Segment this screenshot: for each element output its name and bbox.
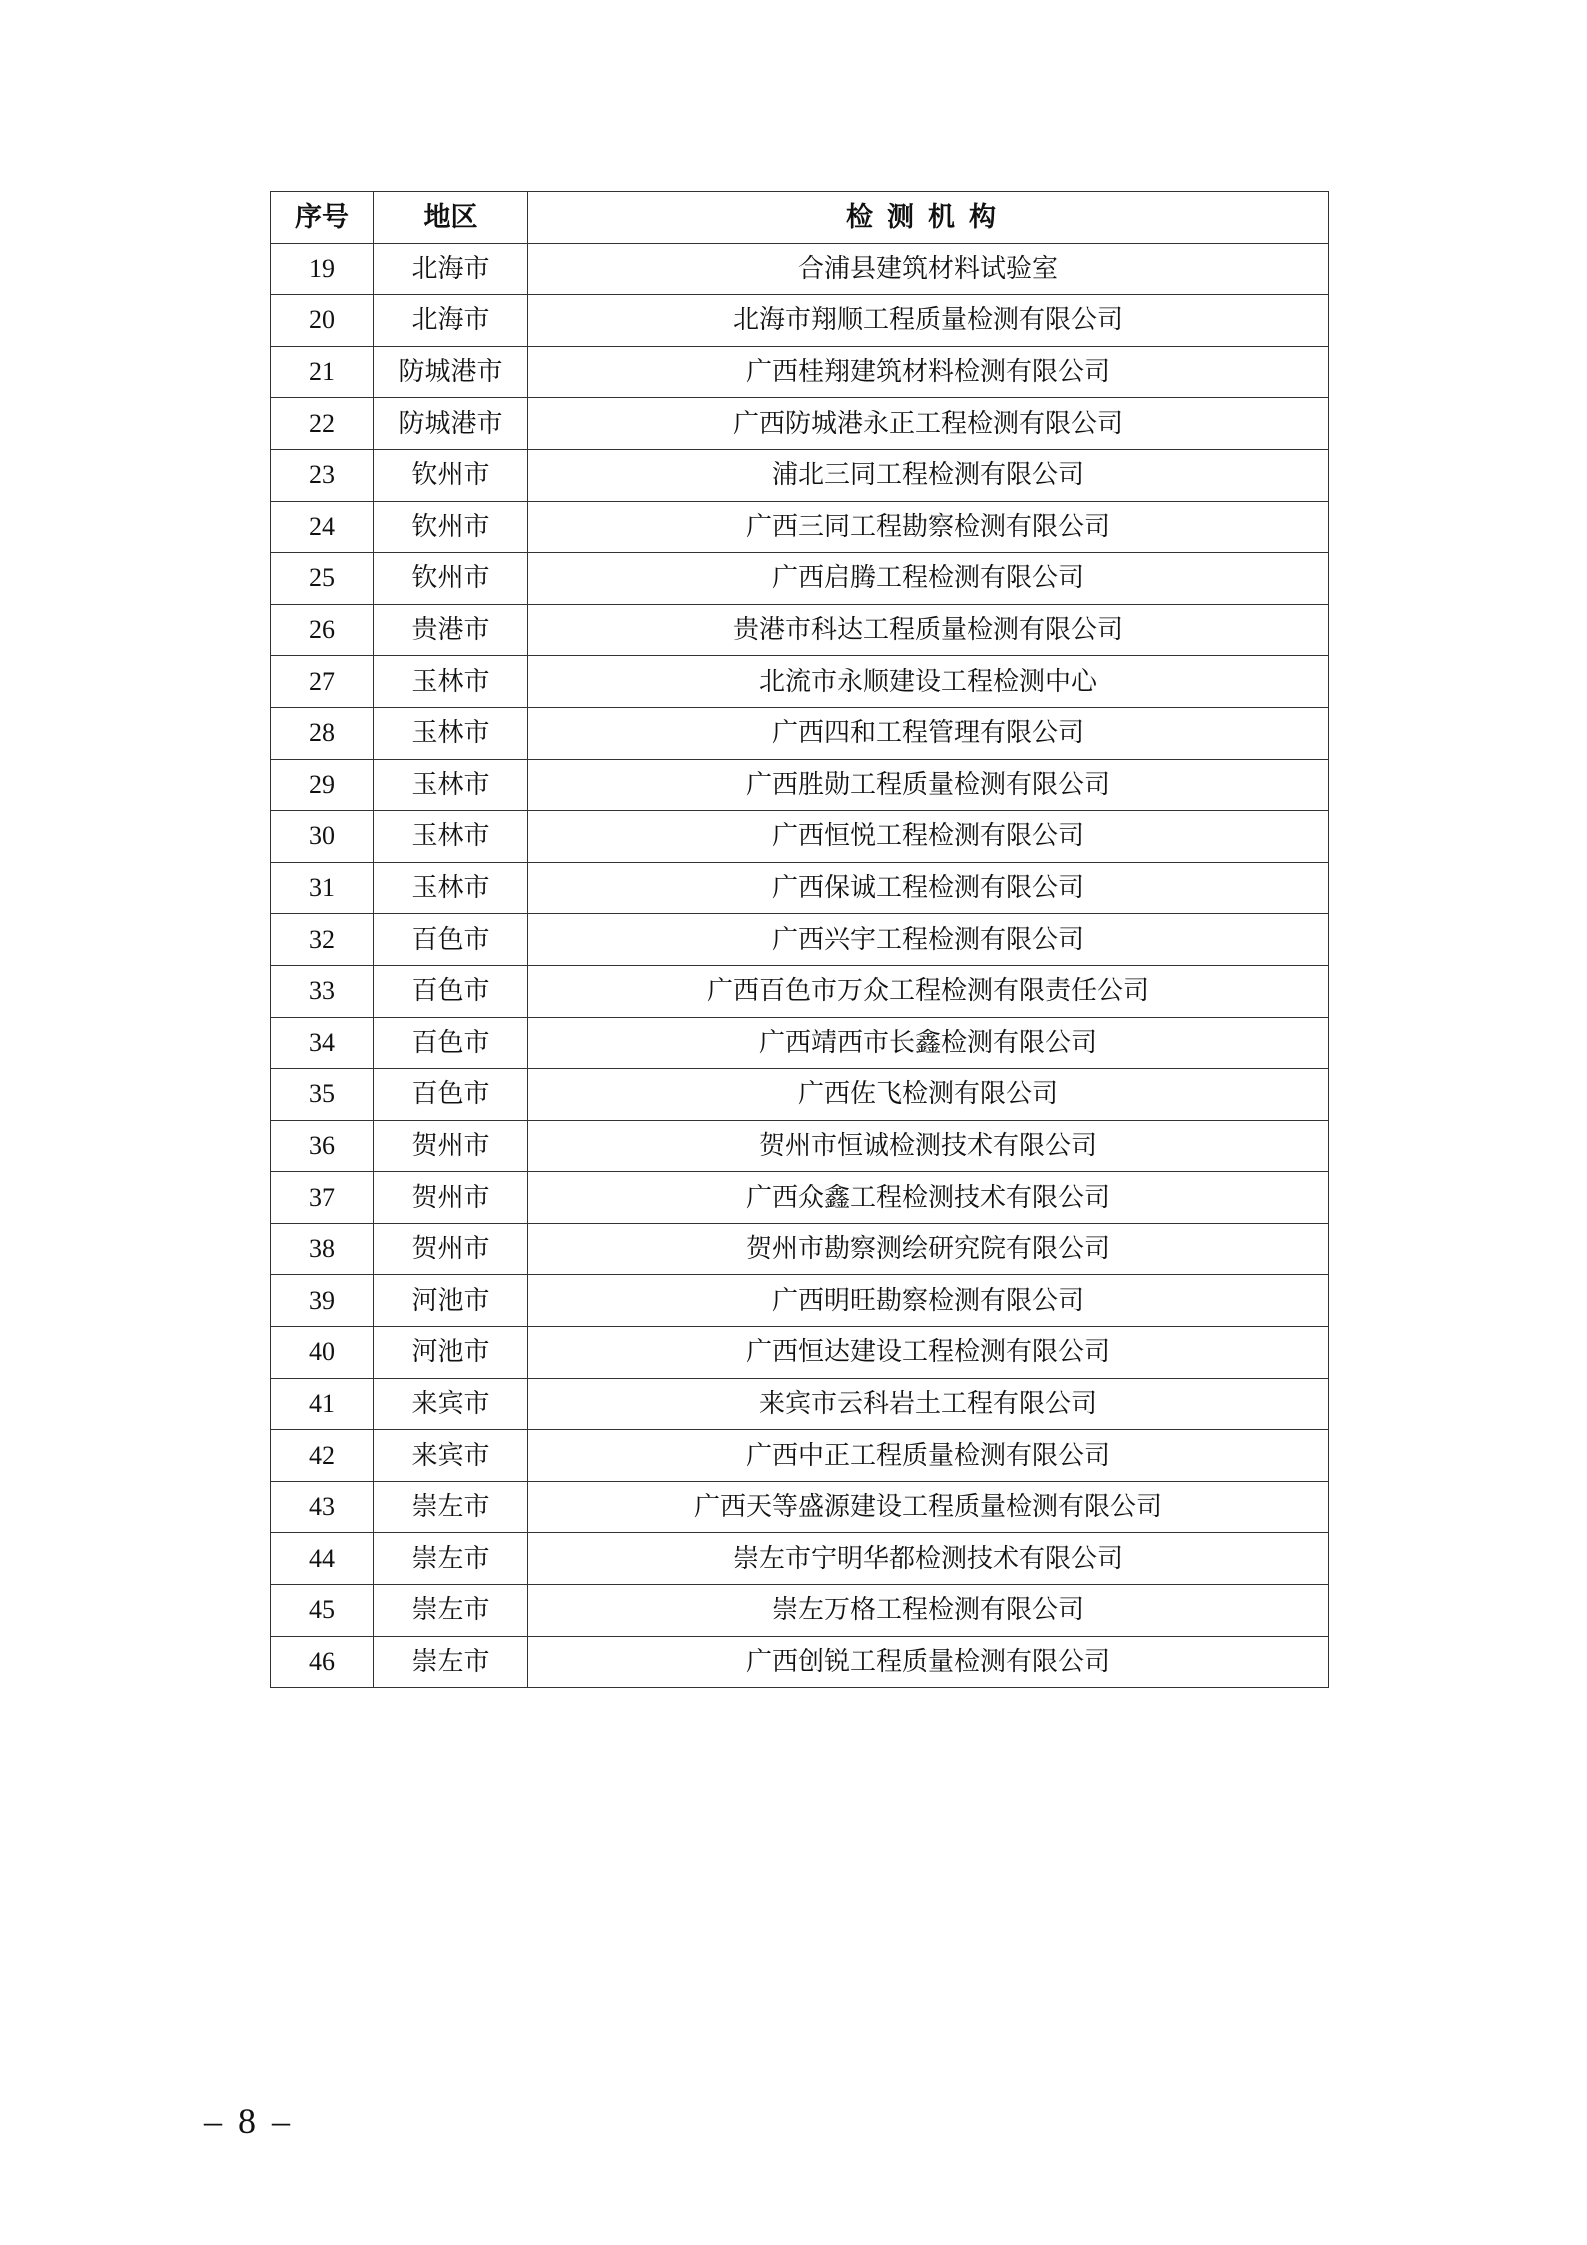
page-number-dash-left: –	[204, 2101, 224, 2141]
row-region-cell: 防城港市	[374, 346, 528, 398]
row-index-cell: 31	[271, 862, 374, 914]
row-region-cell: 百色市	[374, 965, 528, 1017]
row-region-cell: 河池市	[374, 1327, 528, 1379]
table-row	[271, 1636, 1329, 1688]
row-region-cell: 钦州市	[374, 449, 528, 501]
table-row	[271, 1327, 1329, 1379]
row-organization-cell: 北海市翔顺工程质量检测有限公司	[528, 295, 1329, 347]
row-index-cell: 45	[271, 1585, 374, 1637]
row-organization-cell: 崇左万格工程检测有限公司	[528, 1585, 1329, 1637]
row-index-cell: 23	[271, 449, 374, 501]
table-row	[271, 501, 1329, 553]
table-row	[271, 1223, 1329, 1275]
row-organization-cell: 浦北三同工程检测有限公司	[528, 449, 1329, 501]
row-index-cell: 39	[271, 1275, 374, 1327]
table-row	[271, 604, 1329, 656]
row-index-cell: 24	[271, 501, 374, 553]
row-region-cell: 玉林市	[374, 862, 528, 914]
row-region-cell: 崇左市	[374, 1533, 528, 1585]
table-row	[271, 1275, 1329, 1327]
row-organization-cell: 广西中正工程质量检测有限公司	[528, 1430, 1329, 1482]
row-region-cell: 贺州市	[374, 1172, 528, 1224]
table-row	[271, 656, 1329, 708]
row-index-cell: 37	[271, 1172, 374, 1224]
table-row	[271, 346, 1329, 398]
row-organization-cell: 广西明旺勘察检测有限公司	[528, 1275, 1329, 1327]
row-region-cell: 玉林市	[374, 811, 528, 863]
row-index-cell: 35	[271, 1069, 374, 1121]
row-index-cell: 22	[271, 398, 374, 450]
row-organization-cell: 广西兴宇工程检测有限公司	[528, 914, 1329, 966]
page-number-footer	[190, 2100, 306, 2142]
column-header-organization: 检测机构	[528, 192, 1329, 244]
row-index-cell: 21	[271, 346, 374, 398]
table-row	[271, 1017, 1329, 1069]
row-organization-cell: 广西百色市万众工程检测有限责任公司	[528, 965, 1329, 1017]
row-organization-cell: 贺州市恒诚检测技术有限公司	[528, 1120, 1329, 1172]
row-region-cell: 北海市	[374, 295, 528, 347]
row-region-cell: 钦州市	[374, 501, 528, 553]
table-row	[271, 759, 1329, 811]
row-index-cell: 40	[271, 1327, 374, 1379]
table-row	[271, 1481, 1329, 1533]
row-region-cell: 百色市	[374, 1017, 528, 1069]
row-index-cell: 42	[271, 1430, 374, 1482]
table-row	[271, 1172, 1329, 1224]
row-organization-cell: 广西四和工程管理有限公司	[528, 707, 1329, 759]
row-organization-cell: 广西防城港永正工程检测有限公司	[528, 398, 1329, 450]
table-row	[271, 1533, 1329, 1585]
column-header-region: 地区	[374, 192, 528, 244]
table-row	[271, 553, 1329, 605]
row-region-cell: 来宾市	[374, 1378, 528, 1430]
row-organization-cell: 广西桂翔建筑材料检测有限公司	[528, 346, 1329, 398]
table-row	[271, 1585, 1329, 1637]
row-index-cell: 33	[271, 965, 374, 1017]
table-row	[271, 449, 1329, 501]
row-region-cell: 百色市	[374, 1069, 528, 1121]
page-number: 8	[238, 2101, 258, 2141]
inspection-agency-table	[270, 191, 1329, 1688]
table-row	[271, 862, 1329, 914]
row-index-cell: 36	[271, 1120, 374, 1172]
row-index-cell: 46	[271, 1636, 374, 1688]
row-region-cell: 玉林市	[374, 707, 528, 759]
row-index-cell: 38	[271, 1223, 374, 1275]
row-index-cell: 26	[271, 604, 374, 656]
row-organization-cell: 贺州市勘察测绘研究院有限公司	[528, 1223, 1329, 1275]
row-organization-cell: 广西三同工程勘察检测有限公司	[528, 501, 1329, 553]
row-index-cell: 27	[271, 656, 374, 708]
table-row	[271, 707, 1329, 759]
row-region-cell: 河池市	[374, 1275, 528, 1327]
table-row	[271, 1120, 1329, 1172]
row-region-cell: 贵港市	[374, 604, 528, 656]
table-row	[271, 811, 1329, 863]
table-row	[271, 295, 1329, 347]
table-row	[271, 965, 1329, 1017]
row-index-cell: 19	[271, 243, 374, 295]
row-organization-cell: 广西靖西市长鑫检测有限公司	[528, 1017, 1329, 1069]
table-row	[271, 398, 1329, 450]
row-region-cell: 百色市	[374, 914, 528, 966]
row-region-cell: 贺州市	[374, 1223, 528, 1275]
row-organization-cell: 广西佐飞检测有限公司	[528, 1069, 1329, 1121]
row-region-cell: 钦州市	[374, 553, 528, 605]
row-index-cell: 25	[271, 553, 374, 605]
table-body	[271, 243, 1329, 1688]
row-region-cell: 玉林市	[374, 656, 528, 708]
row-organization-cell: 广西胜勋工程质量检测有限公司	[528, 759, 1329, 811]
row-region-cell: 防城港市	[374, 398, 528, 450]
row-organization-cell: 合浦县建筑材料试验室	[528, 243, 1329, 295]
table-header-row	[271, 192, 1329, 244]
table-row	[271, 914, 1329, 966]
row-index-cell: 43	[271, 1481, 374, 1533]
table-row	[271, 243, 1329, 295]
row-organization-cell: 崇左市宁明华都检测技术有限公司	[528, 1533, 1329, 1585]
column-header-index: 序号	[271, 192, 374, 244]
page-number-dash-right: –	[272, 2101, 292, 2141]
table-row	[271, 1378, 1329, 1430]
row-region-cell: 崇左市	[374, 1585, 528, 1637]
row-region-cell: 玉林市	[374, 759, 528, 811]
row-organization-cell: 广西创锐工程质量检测有限公司	[528, 1636, 1329, 1688]
row-region-cell: 北海市	[374, 243, 528, 295]
row-region-cell: 贺州市	[374, 1120, 528, 1172]
row-region-cell: 来宾市	[374, 1430, 528, 1482]
row-index-cell: 32	[271, 914, 374, 966]
row-region-cell: 崇左市	[374, 1481, 528, 1533]
row-region-cell: 崇左市	[374, 1636, 528, 1688]
row-organization-cell: 贵港市科达工程质量检测有限公司	[528, 604, 1329, 656]
row-organization-cell: 来宾市云科岩土工程有限公司	[528, 1378, 1329, 1430]
row-organization-cell: 广西恒达建设工程检测有限公司	[528, 1327, 1329, 1379]
row-organization-cell: 北流市永顺建设工程检测中心	[528, 656, 1329, 708]
row-index-cell: 20	[271, 295, 374, 347]
table-row	[271, 1430, 1329, 1482]
row-organization-cell: 广西恒悦工程检测有限公司	[528, 811, 1329, 863]
row-organization-cell: 广西众鑫工程检测技术有限公司	[528, 1172, 1329, 1224]
row-organization-cell: 广西启腾工程检测有限公司	[528, 553, 1329, 605]
row-index-cell: 29	[271, 759, 374, 811]
row-index-cell: 30	[271, 811, 374, 863]
table-row	[271, 1069, 1329, 1121]
row-organization-cell: 广西保诚工程检测有限公司	[528, 862, 1329, 914]
row-index-cell: 34	[271, 1017, 374, 1069]
row-index-cell: 44	[271, 1533, 374, 1585]
row-organization-cell: 广西天等盛源建设工程质量检测有限公司	[528, 1481, 1329, 1533]
row-index-cell: 28	[271, 707, 374, 759]
row-index-cell: 41	[271, 1378, 374, 1430]
